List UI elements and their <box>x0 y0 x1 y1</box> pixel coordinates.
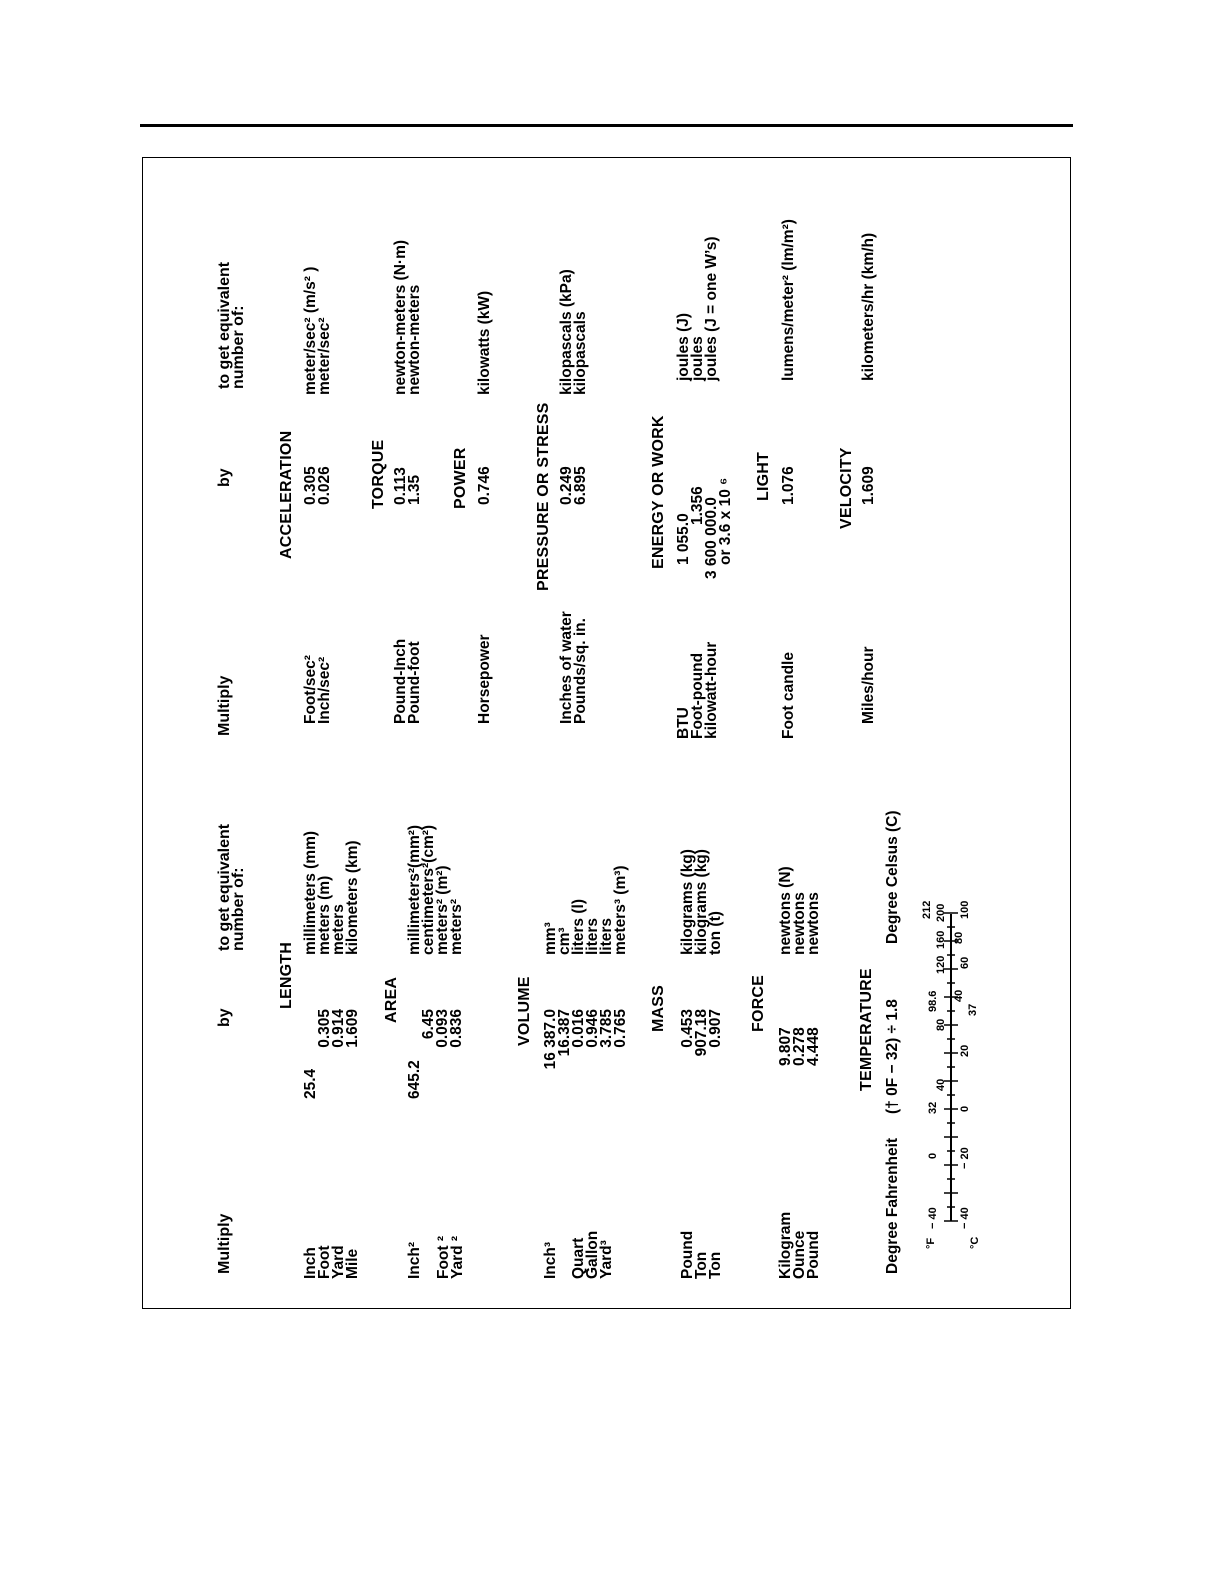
result: kilograms (kg) <box>679 849 696 955</box>
result: meters (m) <box>316 875 333 955</box>
volume-units <box>572 1231 614 1279</box>
factor: 907.18 <box>693 1009 710 1057</box>
factor: 16 387.0 <box>542 1009 559 1070</box>
factor: or 3.6 x 10 ⁶ <box>717 477 734 565</box>
area-title: AREA <box>383 976 400 1023</box>
torque-factors <box>394 467 422 505</box>
unit: Ounce <box>791 1230 808 1279</box>
pressure-results <box>560 269 588 395</box>
unit: Gallon <box>584 1230 601 1279</box>
acceleration-title: ACCELERATION <box>278 430 295 559</box>
pressure-units <box>560 611 588 724</box>
torque-units <box>394 639 422 724</box>
factor: 0.016 <box>570 1009 587 1048</box>
area-results <box>408 825 464 955</box>
energy-factors <box>677 478 733 579</box>
result: newton-meters (N·m) <box>392 239 409 395</box>
unit: Ton <box>693 1251 710 1279</box>
result: liters <box>598 917 615 955</box>
f-tick-label: 160 <box>935 930 947 949</box>
result: meter/sec² <box>316 317 333 395</box>
c-tick-label: 60 <box>959 956 971 969</box>
volume-title: VOLUME <box>516 976 533 1046</box>
power-title: POWER <box>452 447 469 509</box>
factor: 0.907 <box>707 1009 724 1048</box>
volume-results <box>544 865 628 955</box>
c-tick-label: 100 <box>959 900 971 919</box>
result: millimeters (mm) <box>302 830 319 955</box>
factor: 16.387 <box>556 1009 573 1057</box>
mass-results <box>681 849 723 955</box>
unit: Pound-foot <box>406 641 423 724</box>
f-tick-label: 212 <box>921 900 933 919</box>
result: newton-meters <box>406 284 423 395</box>
light-result: lumens/meter² (lm/m²) <box>780 219 797 381</box>
result: newtons <box>805 892 822 955</box>
energy-results <box>677 236 719 381</box>
result: joules (J = one W’s) <box>703 236 720 381</box>
left-by-header: by <box>216 1008 233 1027</box>
light-factor: 1.076 <box>780 466 797 505</box>
result: meters <box>330 904 347 955</box>
c-tick-label: − 40 <box>959 1207 971 1229</box>
torque-results <box>394 240 422 395</box>
result: millimeters²(mm²) <box>406 824 423 955</box>
unit: Yard³ <box>598 1240 615 1279</box>
celsius-unit-label: °C <box>969 1236 981 1249</box>
result: newtons (N) <box>777 866 794 955</box>
unit: Pound <box>679 1230 696 1279</box>
factor: 0.914 <box>330 1009 347 1048</box>
factor: 0.453 <box>679 1009 696 1048</box>
unit: Mile <box>344 1248 361 1279</box>
result: newtons <box>791 892 808 955</box>
temperature-scale <box>920 849 982 1249</box>
factor: 0.249 <box>558 466 575 505</box>
area-units <box>437 1236 465 1279</box>
light-title: LIGHT <box>755 452 772 501</box>
volume-factors <box>544 1009 628 1109</box>
acceleration-units <box>304 655 332 724</box>
light-unit: Foot candle <box>780 652 797 739</box>
result: liters (l) <box>570 899 587 955</box>
factor: 1 055.0 <box>675 513 692 565</box>
unit: Pound <box>805 1230 822 1279</box>
area-unit-inch2: Inch² <box>406 1241 423 1279</box>
right-equiv-header <box>218 262 246 389</box>
celsius-tick-labels <box>953 901 979 1229</box>
mass-units <box>681 1231 723 1279</box>
left-multiply-header: Multiply <box>216 1213 233 1274</box>
area-factors <box>408 1009 464 1099</box>
result: kilograms (kg) <box>693 849 710 955</box>
length-units <box>304 1245 360 1279</box>
result: mm³ <box>542 922 559 955</box>
result: cm³ <box>556 927 573 955</box>
right-by-header: by <box>216 468 233 487</box>
result: centimeters²(cm²) <box>420 824 437 955</box>
torque-title: TORQUE <box>370 439 387 509</box>
c-tick-label: 0 <box>959 1105 971 1112</box>
factor: 6.45 <box>420 1009 437 1040</box>
result: meters² <box>448 899 465 955</box>
factor: 0.278 <box>791 1027 808 1066</box>
factor: 1.356 <box>689 486 706 525</box>
unit: BTU <box>675 707 692 739</box>
factor: 0.765 <box>612 1009 629 1048</box>
velocity-result: kilometers/hr (km/h) <box>860 232 877 381</box>
length-factors <box>304 1009 360 1099</box>
f-tick-label: 200 <box>935 903 947 922</box>
temperature-unit: Degree Fahrenheit <box>884 1137 901 1274</box>
equiv-header-line1: to get equivalent <box>216 261 233 389</box>
f-tick-label: 40 <box>935 1078 947 1091</box>
energy-title: ENERGY OR WORK <box>650 415 667 569</box>
factor: 0.305 <box>316 1009 333 1048</box>
f-tick-label: 32 <box>927 1101 939 1114</box>
factor: 9.807 <box>777 1027 794 1066</box>
unit: Pounds/sq. in. <box>572 618 589 724</box>
energy-units <box>677 642 719 739</box>
result: liters <box>584 917 601 955</box>
top-rule <box>140 124 1073 127</box>
length-title: LENGTH <box>278 942 295 1009</box>
result: kilopascals (kPa) <box>558 269 575 395</box>
result: joules (J) <box>675 312 692 381</box>
left-equiv-header <box>218 824 246 951</box>
f-tick-label: − 40 <box>927 1207 939 1229</box>
unit: Foot ² <box>435 1235 452 1279</box>
unit: Inch/sec² <box>316 656 333 724</box>
fahrenheit-tick-labels <box>921 901 947 1229</box>
acceleration-factors <box>304 466 332 505</box>
force-units <box>779 1212 821 1279</box>
f-tick-label: 80 <box>935 1018 947 1031</box>
unit: Inch <box>302 1247 319 1279</box>
result: meters² (m²) <box>434 865 451 955</box>
velocity-title: VELOCITY <box>838 447 855 529</box>
result: kilopascals <box>572 311 589 395</box>
factor: 0.305 <box>302 466 319 505</box>
factor: 6.895 <box>572 466 589 505</box>
force-results <box>779 866 821 955</box>
result: meter/sec² (m/s² ) <box>302 266 319 395</box>
factor: 645.2 <box>406 1060 423 1099</box>
result: joules <box>689 336 706 381</box>
right-multiply-header: Multiply <box>216 675 233 736</box>
factor: 1.35 <box>406 474 423 505</box>
equiv-header-line2: number of: <box>230 867 247 951</box>
factor: 3 600 000.0 <box>703 497 720 579</box>
factor: 3.785 <box>598 1009 615 1048</box>
factor: 0.113 <box>392 467 409 505</box>
fahrenheit-unit-label: °F <box>925 1237 937 1249</box>
unit: Inches of water <box>558 611 575 724</box>
velocity-unit: Miles/hour <box>860 646 877 724</box>
pressure-factors <box>560 466 588 505</box>
acceleration-results <box>304 267 332 395</box>
factor: 0.026 <box>316 466 333 505</box>
c-tick-label: − 20 <box>959 1147 971 1169</box>
force-title: FORCE <box>750 975 767 1032</box>
factor: 0.946 <box>584 1009 601 1048</box>
volume-unit-inch3: Inch³ <box>542 1241 559 1279</box>
conversion-table <box>142 157 1071 1309</box>
unit: kilowatt-hour <box>703 641 720 739</box>
velocity-factor: 1.609 <box>860 466 877 505</box>
result: kilometers (km) <box>344 840 361 955</box>
unit: Foot-pound <box>689 652 706 739</box>
temperature-title: TEMPERATURE <box>858 968 875 1091</box>
factor: 1.609 <box>344 1009 361 1048</box>
mass-title: MASS <box>650 984 667 1032</box>
mass-factors <box>681 1009 723 1099</box>
c-tick-label: 40 <box>953 989 965 1002</box>
temperature-scale-svg <box>920 849 982 1249</box>
unit: Foot <box>316 1245 333 1279</box>
c-tick-label: 37 <box>967 1003 979 1016</box>
f-tick-label: 0 <box>927 1152 939 1159</box>
result: meters³ (m³) <box>612 865 629 955</box>
equiv-header-line1: to get equivalent <box>216 823 233 951</box>
temperature-result: Degree Celsus (C) <box>884 810 901 944</box>
result: ton (t) <box>707 911 724 955</box>
unit: Pound-Inch <box>392 638 409 724</box>
unit: Yard <box>330 1245 347 1279</box>
pressure-title: PRESSURE OR STRESS <box>535 402 552 591</box>
power-factor: 0.746 <box>476 466 493 505</box>
power-result: kilowatts (kW) <box>476 290 493 395</box>
f-tick-label: 120 <box>935 955 947 974</box>
unit: Ton <box>707 1251 724 1279</box>
unit: Yard ² <box>449 1235 466 1279</box>
temperature-formula: († 0F − 32) ÷ 1.8 <box>884 999 901 1114</box>
equiv-header-line2: number of: <box>230 305 247 389</box>
factor: 0.836 <box>448 1009 465 1048</box>
factor: 4.448 <box>805 1027 822 1066</box>
c-tick-label: 20 <box>959 1044 971 1057</box>
factor: 25.4 <box>302 1068 319 1099</box>
force-factors <box>779 1027 821 1066</box>
power-unit: Horsepower <box>476 634 493 724</box>
unit: Kilogram <box>777 1211 794 1279</box>
unit: Foot/sec² <box>302 655 319 724</box>
length-results <box>304 831 360 955</box>
factor: 0.093 <box>434 1009 451 1048</box>
f-tick-label: 98.6 <box>927 990 939 1012</box>
unit: Quart <box>570 1237 587 1279</box>
c-tick-label: 80 <box>953 931 965 944</box>
